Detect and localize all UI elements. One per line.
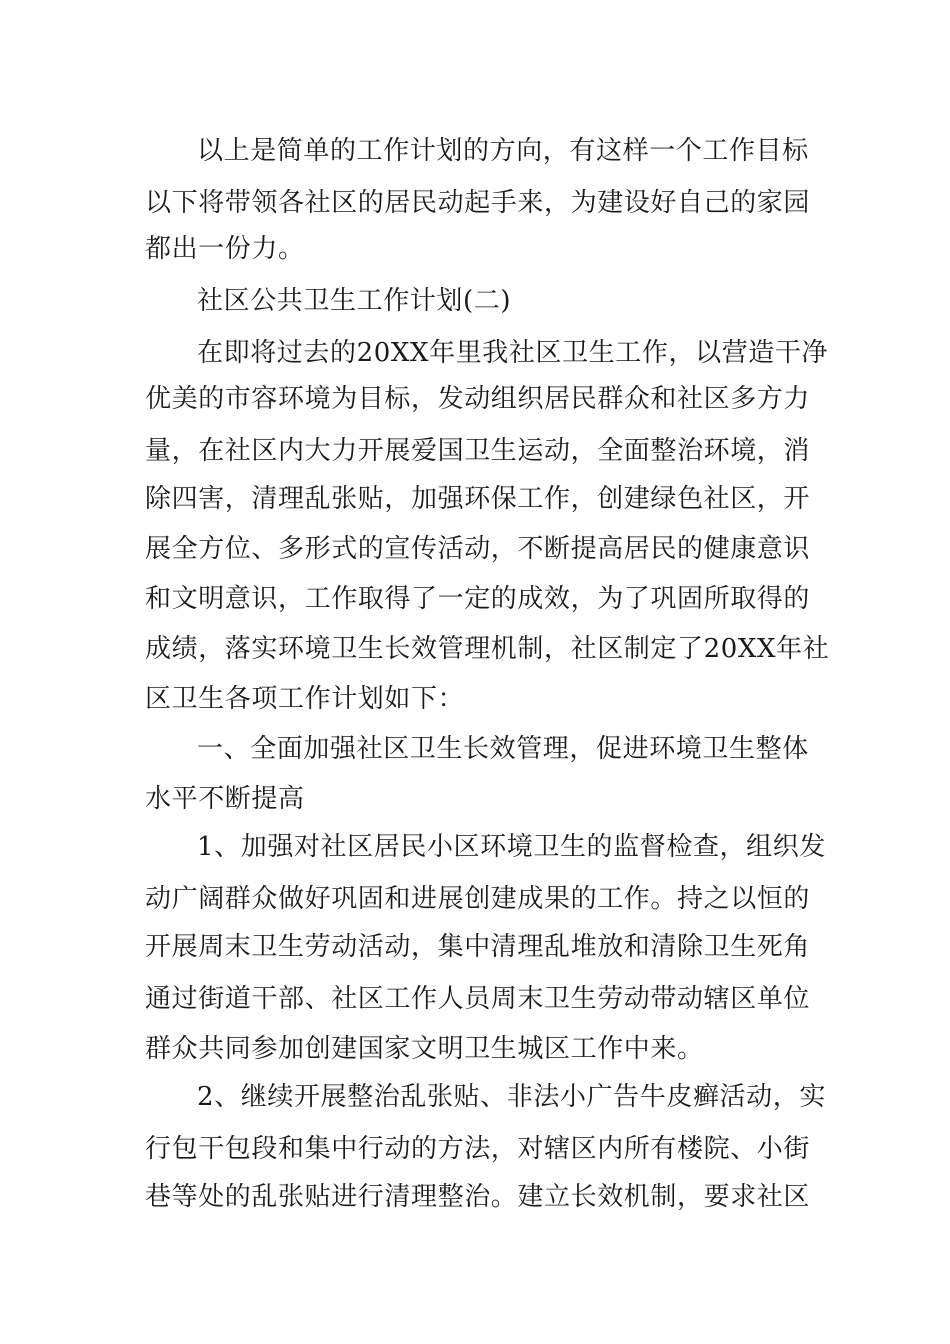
text-line: 都出一份力。 xyxy=(145,234,305,264)
text-line: 2、继续开展整治乱张贴、非法小广告牛皮癣活动，实 xyxy=(197,1082,826,1112)
text-line: 区卫生各项工作计划如下： xyxy=(145,684,465,714)
text-line: 动广阔群众做好巩固和进展创建成果的工作。持之以恒的 xyxy=(145,884,811,914)
text-line: 1、加强对社区居民小区环境卫生的监督检查，组织发 xyxy=(197,832,826,862)
text-line: 优美的市容环境为目标，发动组织居民群众和社区多方力 xyxy=(145,384,811,414)
text-line: 以下将带领各社区的居民动起手来，为建设好自己的家园 xyxy=(145,188,811,218)
text-line: 开展周末卫生劳动活动，集中清理乱堆放和清除卫生死角 xyxy=(145,932,811,962)
text-line: 一、全面加强社区卫生长效管理，促进环境卫生整体 xyxy=(197,734,809,764)
text-line: 以上是简单的工作计划的方向，有这样一个工作目标 xyxy=(197,136,809,166)
text-line: 成绩，落实环境卫生长效管理机制，社区制定了20XX年社 xyxy=(145,634,830,664)
text-line: 巷等处的乱张贴进行清理整治。建立长效机制，要求社区 xyxy=(145,1182,811,1212)
text-line: 量，在社区内大力开展爱国卫生运动，全面整治环境，消 xyxy=(145,436,811,466)
text-line: 水平不断提高 xyxy=(145,784,305,814)
text-line: 和文明意识，工作取得了一定的成效，为了巩固所取得的 xyxy=(145,584,811,614)
section-heading: 社区公共卫生工作计划(二) xyxy=(197,286,512,316)
text-line: 在即将过去的20XX年里我社区卫生工作，以营造干净 xyxy=(197,338,829,368)
text-line: 行包干包段和集中行动的方法，对辖区内所有楼院、小街 xyxy=(145,1134,811,1164)
text-line: 通过街道干部、社区工作人员周末卫生劳动带动辖区单位 xyxy=(145,984,811,1014)
text-line: 群众共同参加创建国家文明卫生城区工作中来。 xyxy=(145,1034,704,1064)
text-line: 除四害，清理乱张贴，加强环保工作，创建绿色社区，开 xyxy=(145,484,811,514)
text-line: 展全方位、多形式的宣传活动，不断提高居民的健康意识 xyxy=(145,534,811,564)
